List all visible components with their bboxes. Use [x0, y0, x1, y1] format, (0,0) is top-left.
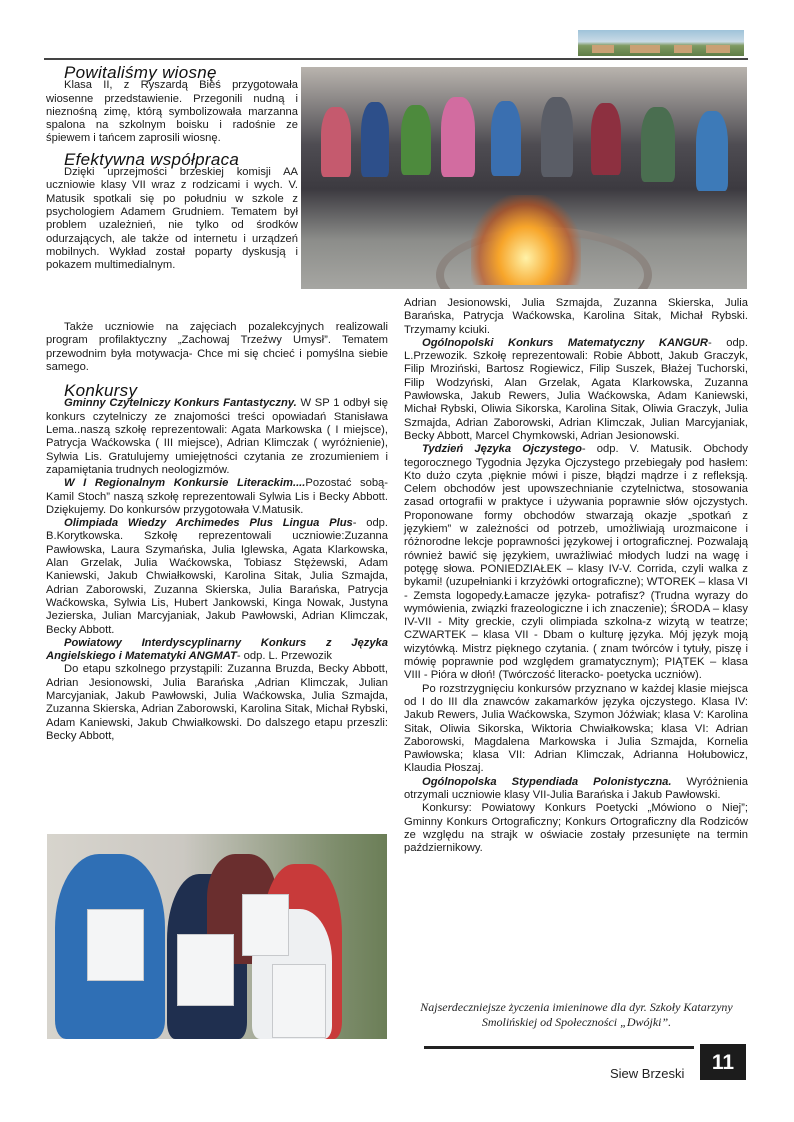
- contest-kangur: [404, 337, 748, 443]
- right-column: [404, 297, 748, 855]
- section-title-cooperation: Efektywna współpraca: [64, 149, 240, 169]
- native-language-results: Po rozstrzygnięciu konkursów przyznano w każdej klasie miejsca od I do III dla znawców zakamarków języka ojczystego. Klasa IV: Jakub Rewers, Julia Waćkowska, Szymon Jóźwiak; klasa V: Karolina Sitak, Oliwia Sikorska, Wiktoria Chwiałkowska; klasa VI: Adrian Zaborowski, Magdalena Markowska i Julia Szmajda, Kornelia Pawłowska; klasa VII: Adrian Klimczak, Adrianna Hołubowicz, Klaudia Płoszaj.: [404, 682, 748, 775]
- contest-archimedes-title: Olimpiada Wiedzy Archimedes Plus Lingua Plus: [64, 517, 353, 530]
- section-title-spring: Powitaliśmy wiosnę: [64, 63, 217, 82]
- footer-rule: [424, 1046, 694, 1049]
- name-day-wishes: Najserdeczniejsze życzenia imieninowe dla dyr. Szkoły Katarzyny Smolińskiej od Społeczności „Dwójki”.: [420, 1000, 733, 1029]
- contest-literary: [46, 477, 388, 517]
- page-number: 11: [700, 1044, 746, 1080]
- postponed-contests: Konkursy: Powiatowy Konkurs Poetycki „Mówiono o Niej”; Gminny Konkurs Ortograficzny; Konkurs Ortograficzny dla Rodziców ze względu na strajk w oświacie zostały przesunięte na termin październikowy.: [404, 802, 748, 855]
- native-language-week-text: - odp. V. Matusik. Obchody tegorocznego Tygodnia Języka Ojczystego przebiegały pod hasłem: Kto dużo czyta ,pięknie mówi i pisze, błądzi mądrze i z refleksją. Celem obchodów jest upowszechnianie czytelnictwa, stosowania zasad ortografii w praktyce i używania poprawnie słów ojczystych. Proponowane formy obchodów stwarzają okazje „spotkań z językiem” w zależności od potrzeb, umożliwiają urozmaicone i różnorodne lekcje poprawności językowej i ortograficznej. Pozwalają również bawić się językiem, uwrażliwiać młodych ludzi na wagę i potęgę słowa. PONIEDZIAŁEK – klasy IV-V. Corrida, czyli walka z bykami! (uzupełnianki i krzyżówki ortograficzne); WTOREK – klasa VI - Zemsta logopedy.Łamacze języka- potrafisz? (Trudna wyrazy do wymówienia, związki frazeologiczne i ich znaczenie); ŚRODA – klasy IV-VII - Mity greckie, czyli olimpiada szkolna-z wizytą w teatrze; CZWARTEK – klasa VII - Dbam o kulturę języka. Mój język moją wizytówką. Mistrz pięknego czytania. ( znam twórców i tytuły, piszę i mówię poprawnie pod względem gramatycznym); PIĄTEK – klasa VIII - Pióra w dłoń! (Twórczość literacko- poetycka uczniów).: [404, 443, 748, 682]
- header-photo-strip: [578, 30, 744, 56]
- contest-stypendiada-text: Wyróżnienia otrzymali uczniowie klasy VII-Julia Barańska i Jakub Pawłowski.: [404, 775, 748, 801]
- left-column-lower: [46, 321, 388, 743]
- diploma: [87, 909, 144, 981]
- contest-angmat-title: Powiatowy Interdyscyplinarny Konkurs z Języka Angielskiego i Matematyki ANGMAT: [46, 636, 388, 663]
- contest-fantasy: [46, 397, 388, 477]
- header-rule: [44, 58, 748, 60]
- photo-spring-bonfire: [301, 67, 747, 289]
- paragraph-cooperation-2: Także uczniowie na zajęciach pozalekcyjnych realizowali program profilaktyczny „Zachowaj Trzeźwy Umysł”. Tematem przewodnim była motywacja- Chce mi się chcieć i pomyślna siebie samego.: [46, 321, 388, 373]
- contest-fantasy-title: Gminny Czytelniczy Konkurs Fantastyczny.: [64, 397, 297, 410]
- bonfire: [471, 195, 581, 285]
- contest-stypendiada-title: Ogólnopolska Stypendiada Polonistyczna.: [422, 775, 672, 788]
- section-title-contests: Konkursy: [64, 381, 138, 401]
- native-language-week-title: Tydzień Języka Ojczystego: [422, 443, 582, 456]
- contest-angmat: [46, 637, 388, 664]
- diploma: [272, 964, 326, 1038]
- left-column: [46, 63, 298, 272]
- paragraph-spring: Klasa II, z Ryszardą Bieś przygotowała wiosenne przedstawienie. Przegonili nudną i nieznośną zimę, którą symbolizowała marzanna spalona na szkolnym boisku i radośnie ze śpiewem i tańcem zaprosili wiosnę.: [46, 79, 298, 145]
- contest-kangur-text: - odp. L.Przewozik. Szkołę reprezentowali: Robie Abbott, Jakub Graczyk, Filip Mroziński, Bartosz Rogiewicz, Filip Suszek, Błażej Tuchorski, Filip Wodzyński, Alan Grzelak, Agata Klarkowska, Zuzanna Pawłowska, Jakub Rewers, Julia Waćkowska, Adam Kaniewski, Michał Rybski, Oliwia Sikorska, Karolina Sitak, Oliwia Graczyk, Julia Szmajda, Adrian Zaborowski, Adrian Klimczak, Julian Marcyjaniak, Becky Abbott, Marcel Chymkowski, Adrian Jesionowski.: [404, 336, 748, 442]
- native-language-week: [404, 443, 748, 682]
- contest-literary-title: W I Regionalnym Konkursie Literackim....: [64, 477, 306, 490]
- contest-fantasy-text: W SP 1 odbył się konkurs czytelniczy ze znajomości treści opowiadań Stanisława Lema..naszą szkołę reprezentowali: Agata Markowska ( I miejsce), Patrycja Waćkowska ( III miejsce), Adrian Klimczak ( wyróżnienie), Sylwia Lis. Gratulujemy umiejętności czytania ze zrozumieniem i zapamiętania trudnych neologizmów.: [46, 397, 388, 476]
- angmat-finalists: Adrian Jesionowski, Julia Szmajda, Zuzanna Skierska, Julia Barańska, Patrycja Waćkowska, Karolina Sitak, Michał Rybski. Trzymamy kciuki.: [404, 297, 748, 336]
- paragraph-cooperation-1: Dzięki uprzejmości brzeskiej komisji AA uczniowie klasy VII wraz z rodzicami i wych. V. Matusik spotkali się po południu w szkole z psychologiem Adamem Grudniem. Tematem był problem uzależnień, nie tylko od środków odurzających, ale także od internetu i urządzeń mobilnych. Wykład został poparty dyskusją i pokazem multimedialnym.: [46, 166, 298, 272]
- magazine-name: Siew Brzeski: [610, 1066, 685, 1081]
- diploma: [177, 934, 234, 1006]
- diploma: [242, 894, 289, 956]
- contest-angmat-participants: Do etapu szkolnego przystąpili: Zuzanna Bruzda, Becky Abbott, Adrian Jesionowski, Julia Barańska ,Adrian Klimczak, Julian Marcyjaniak, Jakub Pawłowski, Julia Waćkowska, Julia Szmajda, Zuzanna Skierska, Adrian Zaborowski, Karolina Sitak, Michał Rybski, Adam Kaniewski, Jakub Chwiałkowski. Do dalszego etapu przeszli: Becky Abbott,: [46, 663, 388, 742]
- contest-angmat-text: - odp. L. Przewozik: [236, 650, 332, 663]
- contest-archimedes-text: - odp. B.Korytkowska. Szkołę reprezentowali uczniowie:Zuzanna Pawłowska, Laura Szymańska, Julia Iglewska, Agata Klarkowska, Alan Grzelak, Julia Waćkowska, Tobiasz Stężewski, Adam Kaniewski, Jakub Chwiałkowski, Karolina Sitak, Julia Szmajda, Adrian Zaborowski, Zuzanna Skierska, Julia Barańska, Patrycja Waćkowska, Sylwia Lis, Hubert Jankowski, Kinga Nowak, Justyna Jezierska, Julian Marcyjaniak, Jakub Pawłowski, Adrian Klimczak, Becky Abbott.: [46, 517, 389, 636]
- photo-award-students: [47, 834, 387, 1039]
- contest-literary-text: Pozostać sobą- Kamil Stoch” naszą szkołę reprezentowali Sylwia Lis i Becky Abbott. Dziękujemy. Do konkursów przygotowała V.Matusik.: [46, 477, 388, 516]
- contest-kangur-title: Ogólnopolski Konkurs Matematyczny KANGUR: [422, 336, 708, 349]
- contest-archimedes: [46, 517, 388, 637]
- contest-stypendiada: [404, 776, 748, 803]
